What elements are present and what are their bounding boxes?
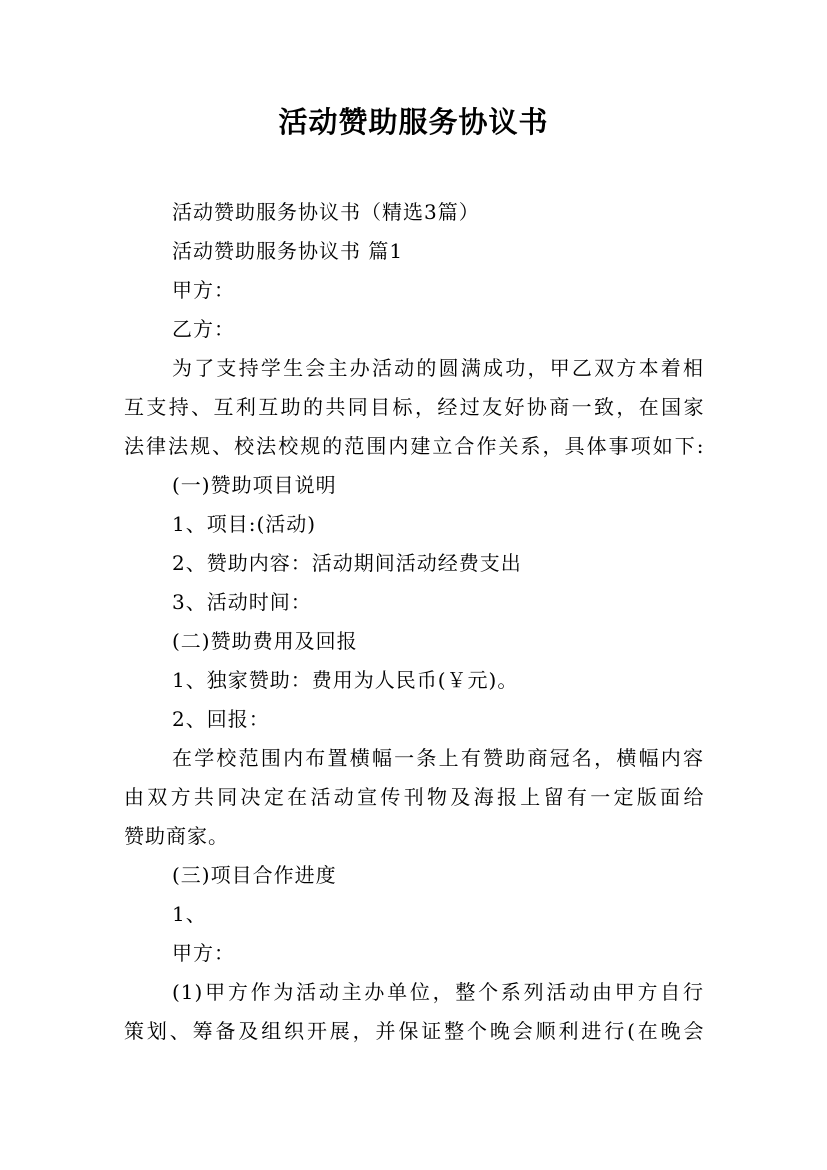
paragraph-line: (1)甲方作为活动主办单位，整个系列活动由甲方自行 [172, 980, 704, 1004]
list-item: 1、项目:(活动) [172, 512, 317, 536]
paragraph-line: 为了支持学生会主办活动的圆满成功，甲乙双方本着相 [172, 356, 704, 380]
paragraph-line: 策划、筹备及组织开展，并保证整个晚会顺利进行(在晚会 [124, 1019, 704, 1043]
item-heading: (一)赞助项目说明 [172, 473, 337, 497]
subtitle-line: 活动赞助服务协议书（精选3篇） [172, 200, 480, 224]
item-heading: (三)项目合作进度 [172, 863, 337, 887]
paragraph-line: 在学校范围内布置横幅一条上有赞助商冠名，横幅内容 [172, 746, 704, 770]
section-heading: 活动赞助服务协议书 篇1 [172, 239, 404, 263]
list-item: 3、活动时间： [172, 590, 312, 614]
party-b-label: 乙方： [172, 317, 235, 341]
party-a-label: 甲方： [172, 941, 235, 965]
document-title: 活动赞助服务协议书 [278, 105, 549, 139]
paragraph-line: 互支持、互利互助的共同目标，经过友好协商一致，在国家 [124, 395, 704, 419]
list-item: 2、回报： [172, 707, 270, 731]
list-item: 1、 [172, 902, 207, 926]
list-item: 1、独家赞助：费用为人民币(￥元)。 [172, 668, 519, 692]
paragraph-line: 法律法规、校法校规的范围内建立合作关系，具体事项如下: [124, 434, 704, 458]
item-heading: (二)赞助费用及回报 [172, 629, 358, 653]
party-a-label: 甲方： [172, 278, 235, 302]
list-item: 2、赞助内容：活动期间活动经费支出 [172, 551, 522, 575]
paragraph-line: 由双方共同决定在活动宣传刊物及海报上留有一定版面给 [124, 785, 704, 809]
paragraph-line: 赞助商家。 [124, 824, 229, 848]
